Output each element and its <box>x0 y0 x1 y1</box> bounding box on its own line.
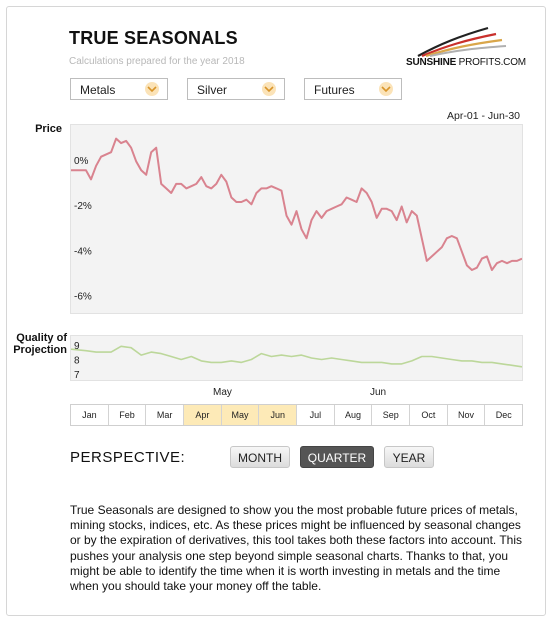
metal-select[interactable] <box>187 78 285 100</box>
month-cell-dec[interactable]: Dec <box>485 405 522 425</box>
month-cell-apr[interactable]: Apr <box>184 405 222 425</box>
price-tick-label: -6% <box>74 291 92 303</box>
month-button[interactable]: MONTH <box>230 446 290 468</box>
price-tick-label: -2% <box>74 201 92 213</box>
month-cell-jul[interactable]: Jul <box>297 405 335 425</box>
instrument-select-value: Futures <box>314 83 355 97</box>
quality-axis-label <box>6 332 67 356</box>
month-cell-oct[interactable]: Oct <box>410 405 448 425</box>
month-label-jun: Jun <box>370 387 387 398</box>
price-series-line <box>71 139 522 270</box>
asset-select[interactable] <box>70 78 168 100</box>
month-label-may: May <box>213 387 232 398</box>
month-selector <box>70 404 523 426</box>
month-cell-mar[interactable]: Mar <box>146 405 184 425</box>
price-tick-label: 0% <box>74 155 89 167</box>
instrument-select[interactable] <box>304 78 402 100</box>
month-cell-may[interactable]: May <box>222 405 260 425</box>
quality-label-line1: Quality of <box>16 332 67 344</box>
quality-tick-label: 9 <box>74 340 80 352</box>
quality-tick-label: 7 <box>74 370 80 380</box>
month-cell-jun[interactable]: Jun <box>259 405 297 425</box>
quality-series-line <box>71 346 522 367</box>
perspective-label: PERSPECTIVE: <box>70 449 186 466</box>
asset-select-value: Metals <box>80 83 116 97</box>
price-chart[interactable] <box>70 124 523 314</box>
month-cell-aug[interactable]: Aug <box>335 405 373 425</box>
price-tick-label: -4% <box>74 246 92 258</box>
chevron-down-icon <box>379 82 393 96</box>
logo-swoosh-icon <box>400 22 530 62</box>
logo-text <box>406 57 526 68</box>
chevron-down-icon <box>262 82 276 96</box>
quality-label-line2: Projection <box>13 344 67 356</box>
chevron-down-icon <box>145 82 159 96</box>
metal-select-value: Silver <box>197 83 228 97</box>
logo-bold-text: SUNSHINE <box>406 57 457 68</box>
month-cell-nov[interactable]: Nov <box>448 405 486 425</box>
month-cell-sep[interactable]: Sep <box>372 405 410 425</box>
quality-tick-label: 8 <box>74 355 80 367</box>
quality-chart[interactable] <box>70 335 523 381</box>
quarter-button[interactable]: QUARTER <box>300 446 374 468</box>
description-text: True Seasonals are designed to show you the most probable future prices of metals, mining stocks, indices, etc. As these prices might be influenced by seasonal changes or by the expiration of derivatives, this tool takes both these factors into account. This pushes your analysis one step beyond simple seasonal charts. Thanks to that, you might be able to identify the time when it is worth investing in metals and the time when you should take your money off the table. <box>70 503 523 594</box>
logo-thin-text: PROFITS.COM <box>458 57 526 68</box>
date-range: Apr-01 - Jun-30 <box>447 110 520 122</box>
page-subtitle: Calculations prepared for the year 2018 <box>69 56 245 67</box>
price-chart-svg <box>71 125 522 313</box>
month-cell-jan[interactable]: Jan <box>71 405 109 425</box>
price-axis-label: Price <box>35 123 62 135</box>
year-button[interactable]: YEAR <box>384 446 434 468</box>
page-title: TRUE SEASONALS <box>69 28 238 48</box>
quality-chart-svg <box>71 336 522 380</box>
month-cell-feb[interactable]: Feb <box>109 405 147 425</box>
